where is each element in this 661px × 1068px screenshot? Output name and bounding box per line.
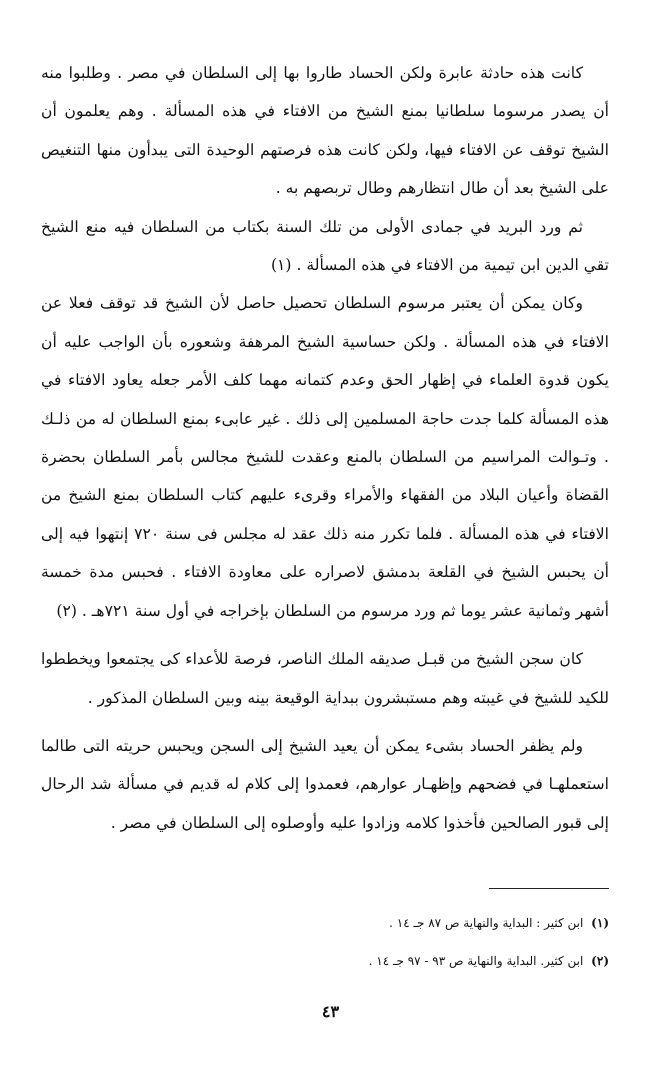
footnote-2 (41, 942, 609, 980)
footnote-1-text: ابن كثير : البداية والنهاية ص ٨٧ جـ ١٤ . (389, 916, 584, 930)
body-text (41, 54, 609, 842)
footnote-2-text: ابن كثير. البداية والنهاية ص ٩٣ - ٩٧ جـ ١٤ . (368, 954, 584, 968)
page-number: ٤٣ (321, 1002, 340, 1021)
footnote-2-number: (٢) (591, 954, 609, 968)
footnote-divider (489, 888, 609, 889)
paragraph-2: ثم ورد البريد في جمادى الأولى من تلك السنة بكتاب من السلطان فيه منع الشيخ تقي الدين ابن تيمية من الافتاء في هذه المسألة . (١) (41, 217, 609, 275)
paragraph-4: كان سجن الشيخ من قبـل صديقه الملك الناصر، فرصة للأعداء كى يجتمعوا ويخططوا للكيد للشيخ في غيبته وهم مستبشرون ببداية الوقيعة بينه وبين السلطان المذكور . (41, 650, 609, 707)
paragraph-1: كانت هذه حادثة عابرة ولكن الحساد طاروا بها إلى السلطان في مصر . وطلبوا منه أن يصدر مرسوما سلطانيا بمنع الشيخ من الافتاء في هذه المسألة . وهم يعلمون أن الشيخ توقف عن الافتاء فيها، ولكن كانت هذه فرصتهم الوحيدة التى يبدأون منها التنغيص على الشيخ بعد أن طال انتظارهم وطال تربصهم به . (41, 64, 609, 198)
paragraph-5: ولم يظفر الحساد بشىء يمكن أن يعيد الشيخ إلى السجن ويحبس حريته التى طالما استعملهـا في فضحهم وإظهـار عوارهم، فعمدوا إلى كلام له قديم في مسألة شد الرحال إلى قبور الصالحين فأخذوا كلامه وزادوا عليه وأوصلوه إلى السلطان في مصر . (41, 736, 609, 832)
footnotes (41, 904, 609, 980)
footnote-1 (41, 904, 609, 942)
paragraph-3: وكان يمكن أن يعتبر مرسوم السلطان تحصيل حاصل لأن الشيخ قد توقف فعلا عن الافتاء في هذه المسألة . ولكن حساسية الشيخ المرهفة وشعوره بأن الواجب عليه أن يكون قدوة العلماء في إظهار الحق وعدم كتمانه مهما كلف الأمر جعله يعاود الافتاء في هذه المسألة كلما جدت حاجة المسلمين إلى ذلك . غير عابىء بمنع السلطان له من ذلـك . وتـوالت المراسيم من السلطان بالمنع وعقدت للشيخ مجالس بأمر السلطان بحضرة القضاة وأعيان البلاد من الفقهاء والأمراء وقرىء عليهم كتاب السلطان بمنع الشيخ من الافتاء في هذه المسألة . فلما تكرر منه ذلك عقد له مجلس فى سنة ٧٢٠ إنتهوا فيه إلى أن يحبس الشيخ في القلعة بدمشق لاصراره على معاودة الافتاء . فحبس مدة خمسة أشهر وثمانية عشر يوما ثم ورد مرسوم من السلطان بإخراجه في أول سنة ٧٢١هـ . (٢) (41, 294, 609, 620)
footnote-1-number: (١) (591, 916, 609, 930)
